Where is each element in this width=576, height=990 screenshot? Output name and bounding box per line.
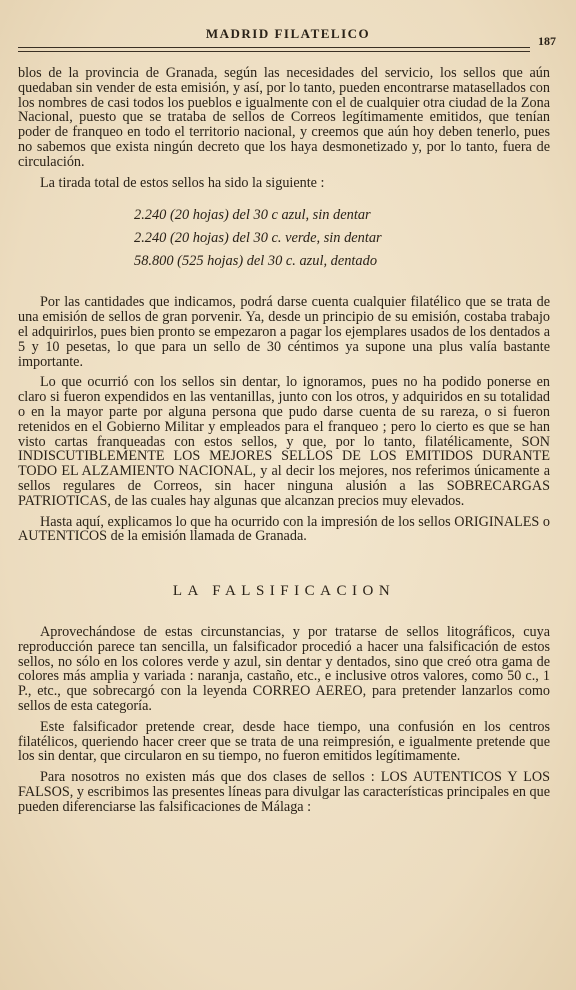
list-item: 58.800 (525 hojas) del 30 c. azul, dentado xyxy=(134,253,378,270)
paragraph: Aprovechándose de estas circunstancias, y por tratarse de sellos litográficos, cuya reproducción parece tan sencilla, un falsificador procedió a hacer una falsificación de estos sellos, no sólo en los colores verde y azul, sin dentar y dentados, sino que creó otra gama de colores más amplia y variada : naranja, castaño, etc., e inclusive otros valores, como 50 c., 1 P., etc., que sobrecargó con la leyenda CORREO AEREO, para pretender lanzarlos como sellos de esta categoría. xyxy=(18,623,550,714)
running-title: MADRID FILATELICO xyxy=(205,26,371,41)
section-title: LA FALSIFICACION xyxy=(172,583,396,600)
paragraph: Este falsificador pretende crear, desde hace tiempo, una confusión en los centros filatélicos, queriendo hacer creer que se trata de una reimpresión, e igualmente pretende que los sin dentar, que circularon en su tiempo, no fueron emitidos legítimamente. xyxy=(18,718,550,765)
paragraph: La tirada total de estos sellos ha sido la siguiente : xyxy=(40,174,325,191)
page-header xyxy=(18,26,558,48)
article-body xyxy=(18,66,550,820)
paragraph: Hasta aquí, explicamos lo que ha ocurrido con la impresión de los sellos ORIGINALES o AUTENTICOS de la emisión llamada de Granada. xyxy=(18,513,550,545)
paragraph: Lo que ocurrió con los sellos sin dentar, lo ignoramos, pues no ha podido ponerse en claro si fueron expendidos en las ventanillas, junto con los otros, y adquiridos en su totalidad o en la mayor parte por alguna persona que pudo darse cuenta de su rareza, o si fueron retenidos en el Gobierno Militar y empleados para el franqueo ; pero lo cierto es que se han visto cartas franqueadas con estos sellos, y que, por lo tanto, filatélicamente, SON INDISCUTIBLEMENTE LOS MEJORES SELLOS DE LOS EMITIDOS DURANTE TODO EL ALZAMIENTO NACIONAL, y al decir los mejores, nos referimos únicamente a sellos regulares de Correos, sin hacer ninguna alusión a las SOBRECARGAS PATRIOTICAS, de las cuales hay algunas que alcanzan precios muy elevados. xyxy=(18,374,550,509)
header-rule xyxy=(18,47,530,52)
page-number: 187 xyxy=(538,34,556,48)
paragraph: Por las cantidades que indicamos, podrá darse cuenta cualquier filatélico que se trata de una emisión de sellos de gran porvenir. Ya, desde un principio de su emisión, costaba trabajo el adquirirlos, pues bien pronto se empezaron a pagar los ejemplares usados de los dentados a 5 y 10 pesetas, lo que para un sello de 30 céntimos ya supone una plus valía bastante importante. xyxy=(18,294,550,370)
list-item: 2.240 (20 hojas) del 30 c. verde, sin dentar xyxy=(134,230,382,247)
list-item: 2.240 (20 hojas) del 30 c azul, sin dentar xyxy=(134,207,371,224)
print-run-list xyxy=(18,204,550,273)
paragraph: blos de la provincia de Granada, según las necesidades del servicio, los sellos que aún quedaban sin vender de esta emisión, y así, por lo tanto, pueden encontrarse matasellados con los nombres de casi todos los pueblos e igualmente con el de cualquier otra ciudad de la Zona Nacional, puesto que se trataba de sellos de Correos legítimamente emitidos, que tenían poder de franqueo en todo el territorio nacional, y creemos que aún hoy deben tenerlo, pues no sabemos que exista ningún decreto que los haya desmonetizado y, por lo tanto, fuera de circulación. xyxy=(18,65,550,170)
paragraph: Para nosotros no existen más que dos clases de sellos : LOS AUTENTICOS Y LOS FALSOS, y escribimos las presentes líneas para divulgar las características principales en que pueden diferenciarse las falsificaciones de Málaga : xyxy=(18,769,550,815)
